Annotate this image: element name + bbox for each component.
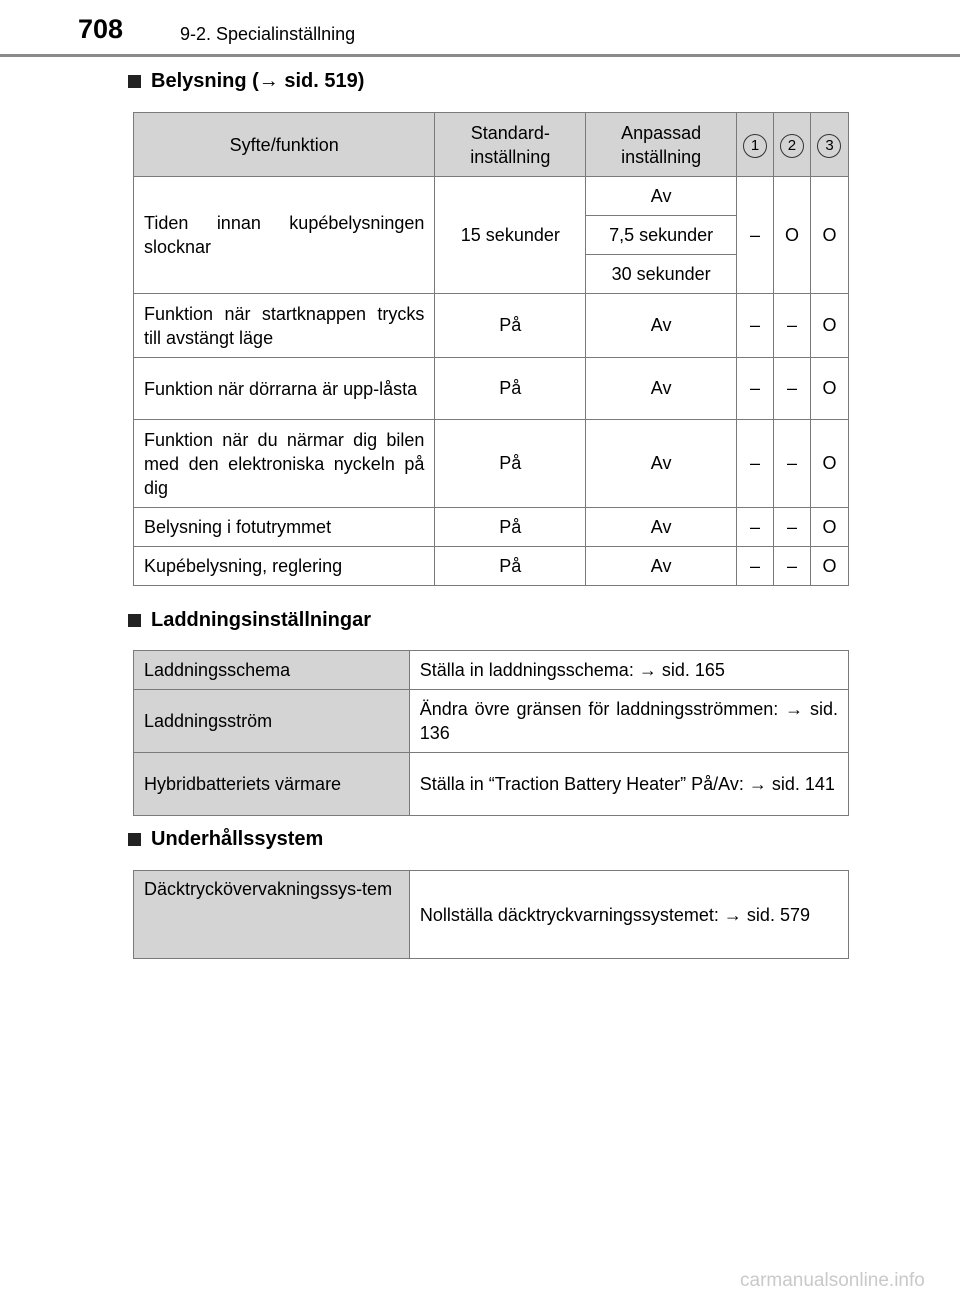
function-cell: Belysning i fotutrymmet xyxy=(134,508,435,547)
table-row xyxy=(134,294,849,358)
custom-cell: Av xyxy=(586,358,737,420)
custom-cell: Av xyxy=(586,547,737,586)
function-cell: Kupébelysning, reglering xyxy=(134,547,435,586)
standard-cell: På xyxy=(435,358,586,420)
table-row xyxy=(134,177,849,216)
standard-cell: På xyxy=(435,420,586,508)
label-cell: Hybridbatteriets värmare xyxy=(134,753,410,816)
square-bullet-icon xyxy=(128,614,141,627)
table-row xyxy=(134,547,849,586)
col-custom: Anpassad inställning xyxy=(586,113,737,177)
square-bullet-icon xyxy=(128,75,141,88)
standard-cell: På xyxy=(435,294,586,358)
heading-underhall: Underhållssystem xyxy=(128,828,323,851)
description-cell: Nollställa däcktryckvarningssystemet: → sid. 579 xyxy=(409,871,848,959)
label-cell: Däcktryckövervakningssys-tem xyxy=(134,871,410,959)
col-1 xyxy=(737,113,774,177)
table-row xyxy=(134,358,849,420)
col-function: Syfte/funktion xyxy=(134,113,435,177)
custom-cell: Av xyxy=(586,420,737,508)
c3-cell: O xyxy=(810,508,848,547)
heading-belysning: Belysning (→ sid. 519) xyxy=(128,70,364,93)
description-cell: Ställa in laddningsschema: → sid. 165 xyxy=(409,651,848,690)
col-2 xyxy=(773,113,810,177)
table-row xyxy=(134,651,849,690)
label-cell: Laddningsström xyxy=(134,690,410,753)
number-2-icon: 2 xyxy=(780,134,804,158)
header-divider xyxy=(0,54,960,57)
function-cell: Funktion när dörrarna är upp-låsta xyxy=(134,358,435,420)
function-cell: Tiden innan kupébelysningen slocknar xyxy=(134,177,435,294)
function-cell: Funktion när du närmar dig bilen med den elektroniska nyckeln på dig xyxy=(134,420,435,508)
table-row xyxy=(134,420,849,508)
table-row xyxy=(134,508,849,547)
custom-cell: Av xyxy=(586,177,737,216)
c1-cell: – xyxy=(737,358,774,420)
custom-cell: Av xyxy=(586,508,737,547)
function-cell: Funktion när startknappen trycks till avstängt läge xyxy=(134,294,435,358)
c1-cell: – xyxy=(737,177,774,294)
c2-cell: – xyxy=(773,358,810,420)
c3-cell: O xyxy=(810,547,848,586)
standard-cell: 15 sekunder xyxy=(435,177,586,294)
c1-cell: – xyxy=(737,547,774,586)
belysning-table xyxy=(133,112,849,586)
col-3 xyxy=(810,113,848,177)
description-cell: Ställa in “Traction Battery Heater” På/Av: → sid. 141 xyxy=(409,753,848,816)
page-header xyxy=(0,0,960,60)
standard-cell: På xyxy=(435,547,586,586)
underhall-table xyxy=(133,870,849,959)
standard-cell: På xyxy=(435,508,586,547)
label-cell: Laddningsschema xyxy=(134,651,410,690)
custom-cell: 7,5 sekunder xyxy=(586,216,737,255)
number-1-icon: 1 xyxy=(743,134,767,158)
watermark: carmanualsonline.info xyxy=(740,1270,925,1291)
number-3-icon: 3 xyxy=(817,134,841,158)
square-bullet-icon xyxy=(128,833,141,846)
custom-cell: Av xyxy=(586,294,737,358)
c1-cell: – xyxy=(737,508,774,547)
c2-cell: – xyxy=(773,294,810,358)
section-title: 9-2. Specialinställning xyxy=(180,24,356,44)
table-row xyxy=(134,871,849,959)
description-cell: Ändra övre gränsen för laddningsströmmen: → sid. 136 xyxy=(409,690,848,753)
table-header-row xyxy=(134,113,849,177)
c3-cell: O xyxy=(810,358,848,420)
col-standard: Standard- inställning xyxy=(435,113,586,177)
c2-cell: – xyxy=(773,508,810,547)
table-row xyxy=(134,753,849,816)
laddning-table xyxy=(133,650,849,816)
c3-cell: O xyxy=(810,177,848,294)
heading-laddning: Laddningsinställningar xyxy=(128,609,371,632)
custom-cell: 30 sekunder xyxy=(586,255,737,294)
page-number: 708 xyxy=(78,14,124,44)
c1-cell: – xyxy=(737,294,774,358)
c2-cell: O xyxy=(773,177,810,294)
c1-cell: – xyxy=(737,420,774,508)
table-row xyxy=(134,690,849,753)
c2-cell: – xyxy=(773,547,810,586)
c2-cell: – xyxy=(773,420,810,508)
c3-cell: O xyxy=(810,294,848,358)
c3-cell: O xyxy=(810,420,848,508)
